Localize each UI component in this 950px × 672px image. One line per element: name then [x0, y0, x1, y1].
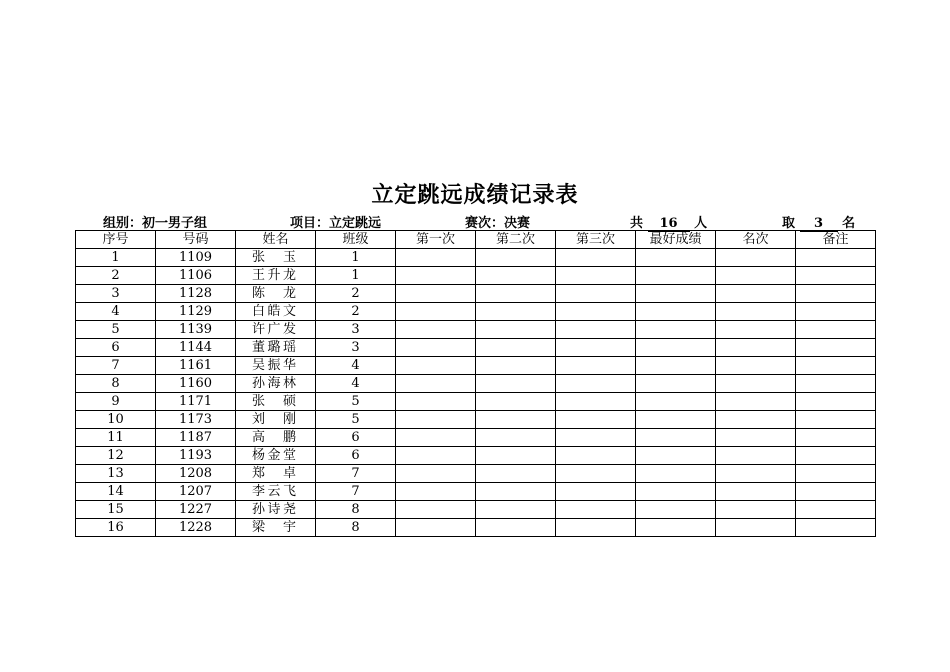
- cell-notes: [796, 465, 876, 483]
- cell-best: [636, 303, 716, 321]
- cell-notes: [796, 519, 876, 537]
- col-best: 最好成绩: [636, 231, 716, 249]
- cell-notes: [796, 447, 876, 465]
- cell-notes: [796, 321, 876, 339]
- cell-class: 5: [316, 411, 396, 429]
- cell-class: 5: [316, 393, 396, 411]
- cell-name: [236, 447, 316, 465]
- cell-seq: 5: [76, 321, 156, 339]
- table-row: [76, 339, 876, 357]
- col-rank: 名次: [716, 231, 796, 249]
- cell-best: [636, 429, 716, 447]
- table-row: [76, 393, 876, 411]
- total-suffix: 人: [694, 216, 708, 231]
- cell-notes: [796, 375, 876, 393]
- cell-number: 1187: [156, 429, 236, 447]
- cell-notes: [796, 339, 876, 357]
- cell-best: [636, 447, 716, 465]
- cell-attempt-2: [476, 483, 556, 501]
- cell-attempt-1: [396, 465, 476, 483]
- col-seq: 序号: [76, 231, 156, 249]
- cell-rank: [716, 519, 796, 537]
- col-number: 号码: [156, 231, 236, 249]
- cell-rank: [716, 393, 796, 411]
- cell-name: [236, 465, 316, 483]
- cell-rank: [716, 483, 796, 501]
- cell-attempt-3: [556, 501, 636, 519]
- cell-name: [236, 249, 316, 267]
- table-row: [76, 375, 876, 393]
- cell-notes: [796, 483, 876, 501]
- cell-number: 1144: [156, 339, 236, 357]
- table-row: [76, 429, 876, 447]
- cell-best: [636, 465, 716, 483]
- cell-number: 1128: [156, 285, 236, 303]
- cell-number: 1173: [156, 411, 236, 429]
- table-header-row: [76, 231, 876, 249]
- athlete-name: 张 玉: [252, 249, 296, 265]
- round-label: 赛次：决赛: [465, 216, 531, 231]
- table-row: [76, 519, 876, 537]
- cell-number: 1227: [156, 501, 236, 519]
- cell-attempt-1: [396, 375, 476, 393]
- cell-seq: 8: [76, 375, 156, 393]
- athlete-name: 吴振华: [252, 357, 296, 373]
- cell-notes: [796, 411, 876, 429]
- cell-attempt-3: [556, 483, 636, 501]
- cell-attempt-2: [476, 249, 556, 267]
- cell-name: [236, 303, 316, 321]
- cell-number: 1171: [156, 393, 236, 411]
- cell-class: 2: [316, 303, 396, 321]
- cell-number: 1228: [156, 519, 236, 537]
- cell-attempt-1: [396, 393, 476, 411]
- table-row: [76, 501, 876, 519]
- cell-name: [236, 357, 316, 375]
- cell-attempt-1: [396, 321, 476, 339]
- cell-seq: 11: [76, 429, 156, 447]
- cell-seq: 12: [76, 447, 156, 465]
- cell-seq: 3: [76, 285, 156, 303]
- cell-best: [636, 519, 716, 537]
- cell-rank: [716, 249, 796, 267]
- cell-attempt-3: [556, 321, 636, 339]
- cell-attempt-2: [476, 465, 556, 483]
- cell-class: 6: [316, 447, 396, 465]
- cell-attempt-1: [396, 447, 476, 465]
- cell-rank: [716, 375, 796, 393]
- cell-rank: [716, 321, 796, 339]
- cell-class: 1: [316, 249, 396, 267]
- cell-attempt-2: [476, 285, 556, 303]
- cell-name: [236, 267, 316, 285]
- cell-attempt-1: [396, 303, 476, 321]
- cell-number: 1129: [156, 303, 236, 321]
- cell-class: 3: [316, 321, 396, 339]
- cell-seq: 14: [76, 483, 156, 501]
- table-row: [76, 357, 876, 375]
- cell-rank: [716, 411, 796, 429]
- cell-attempt-1: [396, 519, 476, 537]
- cell-class: 7: [316, 465, 396, 483]
- col-notes: 备注: [796, 231, 876, 249]
- cell-notes: [796, 501, 876, 519]
- cell-best: [636, 321, 716, 339]
- cell-seq: 10: [76, 411, 156, 429]
- cell-attempt-2: [476, 519, 556, 537]
- cell-number: 1208: [156, 465, 236, 483]
- col-name: 姓名: [236, 231, 316, 249]
- total-value: 16: [648, 217, 690, 232]
- cell-attempt-3: [556, 303, 636, 321]
- cell-class: 2: [316, 285, 396, 303]
- cell-seq: 4: [76, 303, 156, 321]
- cell-rank: [716, 357, 796, 375]
- athlete-name: 刘 刚: [252, 411, 296, 427]
- take-count: [782, 212, 855, 232]
- cell-rank: [716, 429, 796, 447]
- cell-best: [636, 483, 716, 501]
- table-row: [76, 411, 876, 429]
- cell-notes: [796, 303, 876, 321]
- cell-rank: [716, 501, 796, 519]
- cell-best: [636, 375, 716, 393]
- cell-best: [636, 357, 716, 375]
- cell-attempt-3: [556, 465, 636, 483]
- cell-attempt-1: [396, 483, 476, 501]
- cell-rank: [716, 447, 796, 465]
- cell-attempt-1: [396, 267, 476, 285]
- athlete-name: 梁 宇: [252, 519, 296, 535]
- table-row: [76, 447, 876, 465]
- cell-number: 1109: [156, 249, 236, 267]
- cell-best: [636, 249, 716, 267]
- cell-attempt-2: [476, 303, 556, 321]
- col-class: 班级: [316, 231, 396, 249]
- cell-class: 8: [316, 519, 396, 537]
- cell-name: [236, 393, 316, 411]
- athlete-name: 陈 龙: [252, 285, 296, 301]
- cell-attempt-1: [396, 429, 476, 447]
- cell-attempt-1: [396, 357, 476, 375]
- col-attempt-2: 第二次: [476, 231, 556, 249]
- cell-best: [636, 393, 716, 411]
- cell-notes: [796, 285, 876, 303]
- cell-name: [236, 483, 316, 501]
- athlete-name: 王升龙: [252, 267, 296, 283]
- cell-notes: [796, 357, 876, 375]
- cell-attempt-3: [556, 339, 636, 357]
- cell-seq: 13: [76, 465, 156, 483]
- cell-attempt-2: [476, 375, 556, 393]
- cell-seq: 2: [76, 267, 156, 285]
- athlete-name: 许广发: [252, 321, 296, 337]
- total-prefix: 共: [630, 216, 644, 231]
- cell-number: 1161: [156, 357, 236, 375]
- cell-attempt-3: [556, 429, 636, 447]
- table-row: [76, 303, 876, 321]
- cell-notes: [796, 267, 876, 285]
- cell-seq: 15: [76, 501, 156, 519]
- cell-notes: [796, 393, 876, 411]
- cell-attempt-1: [396, 285, 476, 303]
- cell-attempt-2: [476, 447, 556, 465]
- cell-number: 1106: [156, 267, 236, 285]
- athlete-name: 郑 卓: [252, 465, 296, 481]
- table-row: [76, 285, 876, 303]
- cell-rank: [716, 465, 796, 483]
- cell-number: 1139: [156, 321, 236, 339]
- cell-attempt-3: [556, 393, 636, 411]
- table-row: [76, 321, 876, 339]
- cell-attempt-3: [556, 447, 636, 465]
- cell-seq: 7: [76, 357, 156, 375]
- cell-attempt-2: [476, 393, 556, 411]
- cell-attempt-2: [476, 411, 556, 429]
- cell-class: 4: [316, 375, 396, 393]
- cell-best: [636, 339, 716, 357]
- cell-best: [636, 285, 716, 303]
- cell-name: [236, 339, 316, 357]
- col-attempt-1: 第一次: [396, 231, 476, 249]
- cell-seq: 1: [76, 249, 156, 267]
- cell-notes: [796, 429, 876, 447]
- cell-name: [236, 411, 316, 429]
- cell-attempt-2: [476, 321, 556, 339]
- cell-attempt-2: [476, 339, 556, 357]
- page-title: 立定跳远成绩记录表: [371, 182, 579, 208]
- cell-attempt-3: [556, 357, 636, 375]
- athlete-name: 李云飞: [252, 483, 296, 499]
- cell-number: 1160: [156, 375, 236, 393]
- cell-attempt-3: [556, 411, 636, 429]
- take-value: 3: [800, 217, 838, 232]
- athlete-name: 杨金堂: [252, 447, 296, 463]
- cell-attempt-3: [556, 375, 636, 393]
- cell-attempt-3: [556, 519, 636, 537]
- cell-class: 7: [316, 483, 396, 501]
- cell-number: 1193: [156, 447, 236, 465]
- table-row: [76, 267, 876, 285]
- cell-attempt-1: [396, 249, 476, 267]
- cell-attempt-2: [476, 267, 556, 285]
- athlete-name: 董璐瑶: [252, 339, 296, 355]
- cell-attempt-3: [556, 285, 636, 303]
- athlete-name: 白皓文: [252, 303, 296, 319]
- cell-attempt-1: [396, 501, 476, 519]
- table-row: [76, 249, 876, 267]
- cell-class: 3: [316, 339, 396, 357]
- cell-attempt-2: [476, 429, 556, 447]
- cell-seq: 6: [76, 339, 156, 357]
- cell-attempt-3: [556, 249, 636, 267]
- athlete-name: 高 鹏: [252, 429, 296, 445]
- col-attempt-3: 第三次: [556, 231, 636, 249]
- cell-attempt-2: [476, 357, 556, 375]
- cell-name: [236, 501, 316, 519]
- table-row: [76, 483, 876, 501]
- cell-rank: [716, 303, 796, 321]
- cell-class: 4: [316, 357, 396, 375]
- athlete-name: 孙海林: [252, 375, 296, 391]
- cell-name: [236, 321, 316, 339]
- cell-seq: 16: [76, 519, 156, 537]
- table-row: [76, 465, 876, 483]
- cell-attempt-2: [476, 501, 556, 519]
- cell-name: [236, 519, 316, 537]
- cell-rank: [716, 267, 796, 285]
- cell-notes: [796, 249, 876, 267]
- cell-attempt-1: [396, 339, 476, 357]
- cell-class: 6: [316, 429, 396, 447]
- event-label: 项目：立定跳远: [290, 216, 382, 231]
- athlete-name: 张 硕: [252, 393, 296, 409]
- total-count: [630, 212, 707, 232]
- cell-attempt-3: [556, 267, 636, 285]
- take-suffix: 名: [842, 216, 856, 231]
- cell-class: 1: [316, 267, 396, 285]
- results-table: [75, 230, 876, 537]
- cell-best: [636, 501, 716, 519]
- cell-name: [236, 429, 316, 447]
- cell-name: [236, 285, 316, 303]
- cell-attempt-1: [396, 411, 476, 429]
- cell-seq: 9: [76, 393, 156, 411]
- cell-rank: [716, 285, 796, 303]
- athlete-name: 孙诗尧: [252, 501, 296, 517]
- cell-best: [636, 267, 716, 285]
- cell-class: 8: [316, 501, 396, 519]
- group-label: 组别：初一男子组: [103, 216, 208, 231]
- take-prefix: 取: [782, 216, 796, 231]
- cell-rank: [716, 339, 796, 357]
- cell-number: 1207: [156, 483, 236, 501]
- cell-best: [636, 411, 716, 429]
- cell-name: [236, 375, 316, 393]
